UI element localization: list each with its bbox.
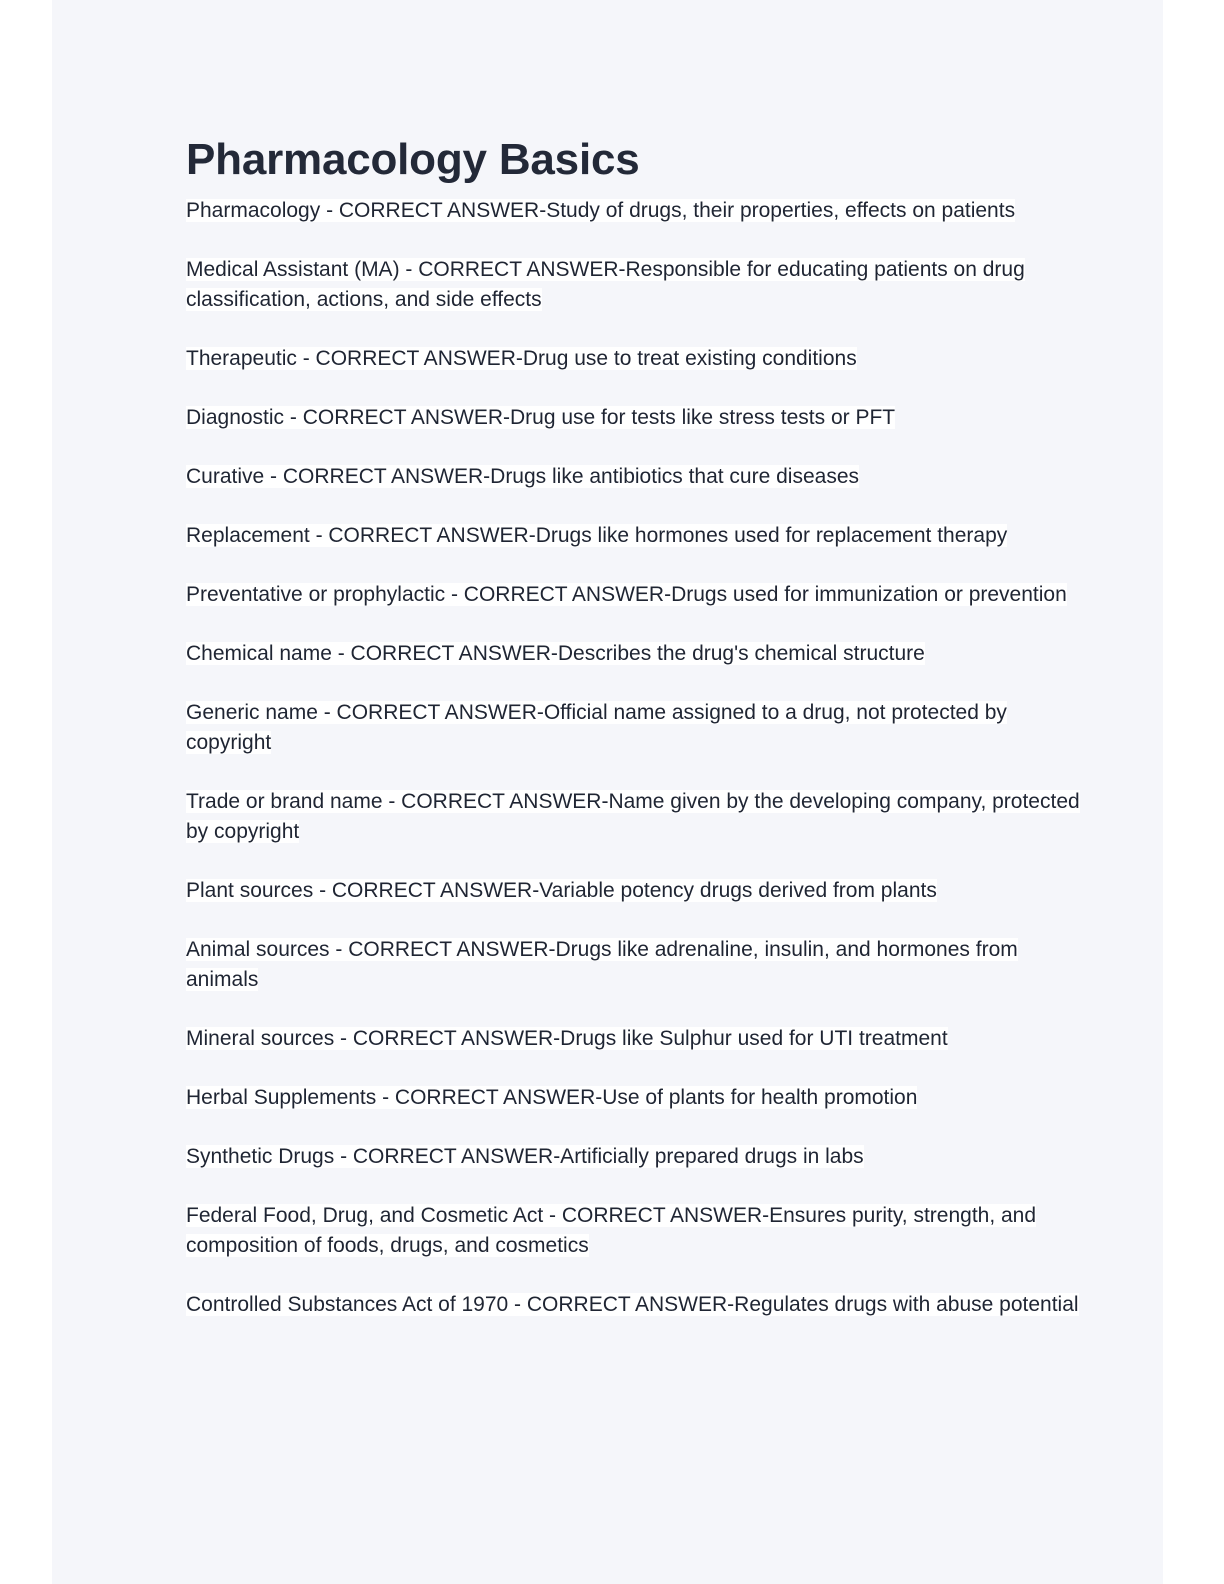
entry-list xyxy=(186,196,1091,1320)
list-item xyxy=(186,1201,1091,1261)
list-item xyxy=(186,521,1091,551)
list-item xyxy=(186,639,1091,669)
entry-text: Mineral sources - CORRECT ANSWER-Drugs like Sulphur used for UTI treatment xyxy=(186,1027,948,1050)
entry-text: Synthetic Drugs - CORRECT ANSWER-Artificially prepared drugs in labs xyxy=(186,1145,864,1168)
list-item xyxy=(186,403,1091,433)
list-item xyxy=(186,255,1091,315)
entry-text: Controlled Substances Act of 1970 - CORRECT ANSWER-Regulates drugs with abuse potential xyxy=(186,1293,1079,1316)
list-item xyxy=(186,196,1091,226)
list-item xyxy=(186,1024,1091,1054)
entry-text: Curative - CORRECT ANSWER-Drugs like antibiotics that cure diseases xyxy=(186,465,859,488)
list-item xyxy=(186,698,1091,758)
entry-text: Generic name - CORRECT ANSWER-Official name assigned to a drug, not protected by copyright xyxy=(186,701,1007,754)
entry-text: Trade or brand name - CORRECT ANSWER-Name given by the developing company, protected by copyright xyxy=(186,790,1080,843)
entry-text: Plant sources - CORRECT ANSWER-Variable potency drugs derived from plants xyxy=(186,879,937,902)
list-item xyxy=(186,344,1091,374)
entry-text: Therapeutic - CORRECT ANSWER-Drug use to treat existing conditions xyxy=(186,347,857,370)
entry-text: Federal Food, Drug, and Cosmetic Act - CORRECT ANSWER-Ensures purity, strength, and composition of foods, drugs, and cosmetics xyxy=(186,1204,1037,1257)
document-page xyxy=(52,0,1163,1584)
page-title: Pharmacology Basics xyxy=(186,135,640,184)
list-item xyxy=(186,580,1091,610)
list-item xyxy=(186,462,1091,492)
list-item xyxy=(186,935,1091,995)
entry-text: Chemical name - CORRECT ANSWER-Describes the drug's chemical structure xyxy=(186,642,925,665)
entry-text: Preventative or prophylactic - CORRECT ANSWER-Drugs used for immunization or prevention xyxy=(186,583,1067,606)
list-item xyxy=(186,1290,1091,1320)
list-item xyxy=(186,1083,1091,1113)
entry-text: Pharmacology - CORRECT ANSWER-Study of drugs, their properties, effects on patients xyxy=(186,199,1016,222)
entry-text: Replacement - CORRECT ANSWER-Drugs like hormones used for replacement therapy xyxy=(186,524,1008,547)
list-item xyxy=(186,787,1091,847)
list-item xyxy=(186,876,1091,906)
entry-text: Medical Assistant (MA) - CORRECT ANSWER-Responsible for educating patients on drug classification, actions, and side effects xyxy=(186,258,1025,311)
entry-text: Herbal Supplements - CORRECT ANSWER-Use of plants for health promotion xyxy=(186,1086,918,1109)
entry-text: Animal sources - CORRECT ANSWER-Drugs like adrenaline, insulin, and hormones from animals xyxy=(186,938,1018,991)
entry-text: Diagnostic - CORRECT ANSWER-Drug use for tests like stress tests or PFT xyxy=(186,406,896,429)
list-item xyxy=(186,1142,1091,1172)
